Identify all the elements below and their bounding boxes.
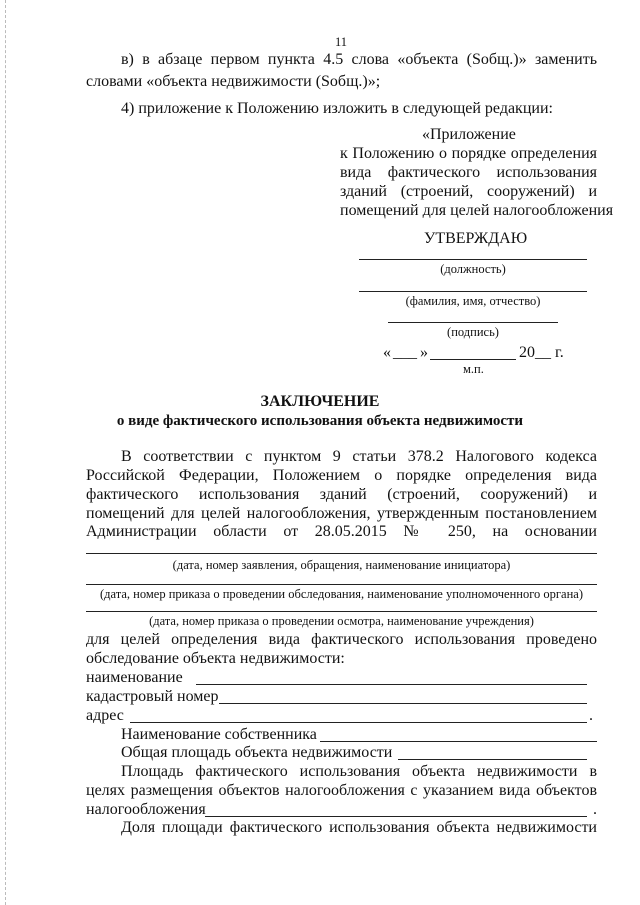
amendment-b-line1: в) в абзаце первом пункта 4.5 слова «объекта (Sобщ.)» заменить (121, 51, 597, 68)
seal-caption: м.п. (463, 362, 484, 376)
amendment-b-line2: словами «объекта недвижимости (Sобщ.)»; (86, 73, 381, 90)
approval-title: УТВЕРЖДАЮ (424, 230, 528, 247)
application-line (86, 553, 597, 554)
actual-area-line1: Площадь фактического использования объекта недвижимости в (121, 763, 597, 780)
field-total-area-line (398, 759, 587, 760)
date-year-blank: __ (535, 344, 551, 361)
conclusion-title: ЗАКЛЮЧЕНИЕ (260, 393, 380, 410)
date-month-line (430, 359, 516, 360)
application-caption: (дата, номер заявления, обращения, наименование инициатора) (172, 558, 511, 572)
field-name-label: наименование (86, 669, 183, 686)
page-number: 11 (335, 35, 348, 49)
signature-line (388, 322, 558, 323)
field-owner-line (320, 741, 597, 742)
paragraph-line4: помещений для целей налогообложения, утвержденным постановлением (86, 505, 597, 522)
date-day-blank: ___ (393, 344, 417, 361)
purpose-line1: для целей определения вида фактического использования проведено (86, 631, 597, 648)
signature-caption: (подпись) (447, 325, 499, 339)
conclusion-subtitle: о виде фактического использования объекта недвижимости (116, 413, 524, 429)
actual-area-period: . (593, 801, 597, 818)
appendix-line2: вида фактического использования (340, 164, 597, 181)
paragraph-line2: Российской Федерации, Положением о порядке определения вида (86, 467, 597, 484)
appendix-title: «Приложение (422, 126, 516, 143)
field-address-line (130, 722, 587, 723)
paragraph-line1: В соответствии с пунктом 9 статьи 378.2 Налогового кодекса (121, 448, 597, 465)
field-name-line (196, 684, 587, 685)
field-owner-label: Наименование собственника (121, 726, 317, 743)
review-order-line (86, 611, 597, 612)
position-caption: (должность) (440, 262, 506, 276)
field-address-period: . (589, 707, 593, 724)
date-year-prefix: 20 (519, 344, 535, 361)
field-cadastral-label: кадастровый номер (86, 688, 219, 705)
position-line (359, 259, 587, 260)
paragraph-line3: фактического использования зданий (строений, сооружений) и (86, 486, 597, 503)
page-edge-marks (5, 0, 6, 905)
inspection-order-caption: (дата, номер приказа о проведении обследования, наименование уполномоченного органа) (100, 587, 583, 601)
name-line (359, 291, 587, 292)
inspection-order-line (86, 584, 597, 585)
date-close-quote: » (420, 344, 428, 361)
paragraph-line5: Администрации области от 28.05.2015 № 250, на основании (86, 523, 597, 540)
field-address-label: адрес (86, 707, 124, 724)
actual-area-line3: налогообложения (86, 801, 206, 818)
appendix-line1: к Положению о порядке определения (340, 145, 597, 162)
field-cadastral-line (219, 703, 587, 704)
field-total-area-label: Общая площадь объекта недвижимости (121, 744, 393, 761)
actual-area-fill-line (205, 816, 587, 817)
purpose-line2: обследование объекта недвижимости: (86, 650, 345, 667)
review-order-caption: (дата, номер приказа о проведении осмотра, наименование учреждения) (149, 614, 534, 628)
date-year-suffix: г. (555, 344, 564, 361)
date-open-quote: « (383, 344, 391, 361)
amendment-4: 4) приложение к Положению изложить в следующей редакции: (121, 100, 553, 117)
name-caption: (фамилия, имя, отчество) (405, 294, 541, 308)
appendix-line3: зданий (строений, сооружений) и (340, 183, 597, 200)
appendix-line4: помещений для целей налогообложения (340, 202, 614, 219)
actual-area-line2: целях размещения объектов налогообложения с указанием вида объектов (86, 782, 597, 799)
share-line: Доля площади фактического использования объекта недвижимости (121, 819, 597, 836)
